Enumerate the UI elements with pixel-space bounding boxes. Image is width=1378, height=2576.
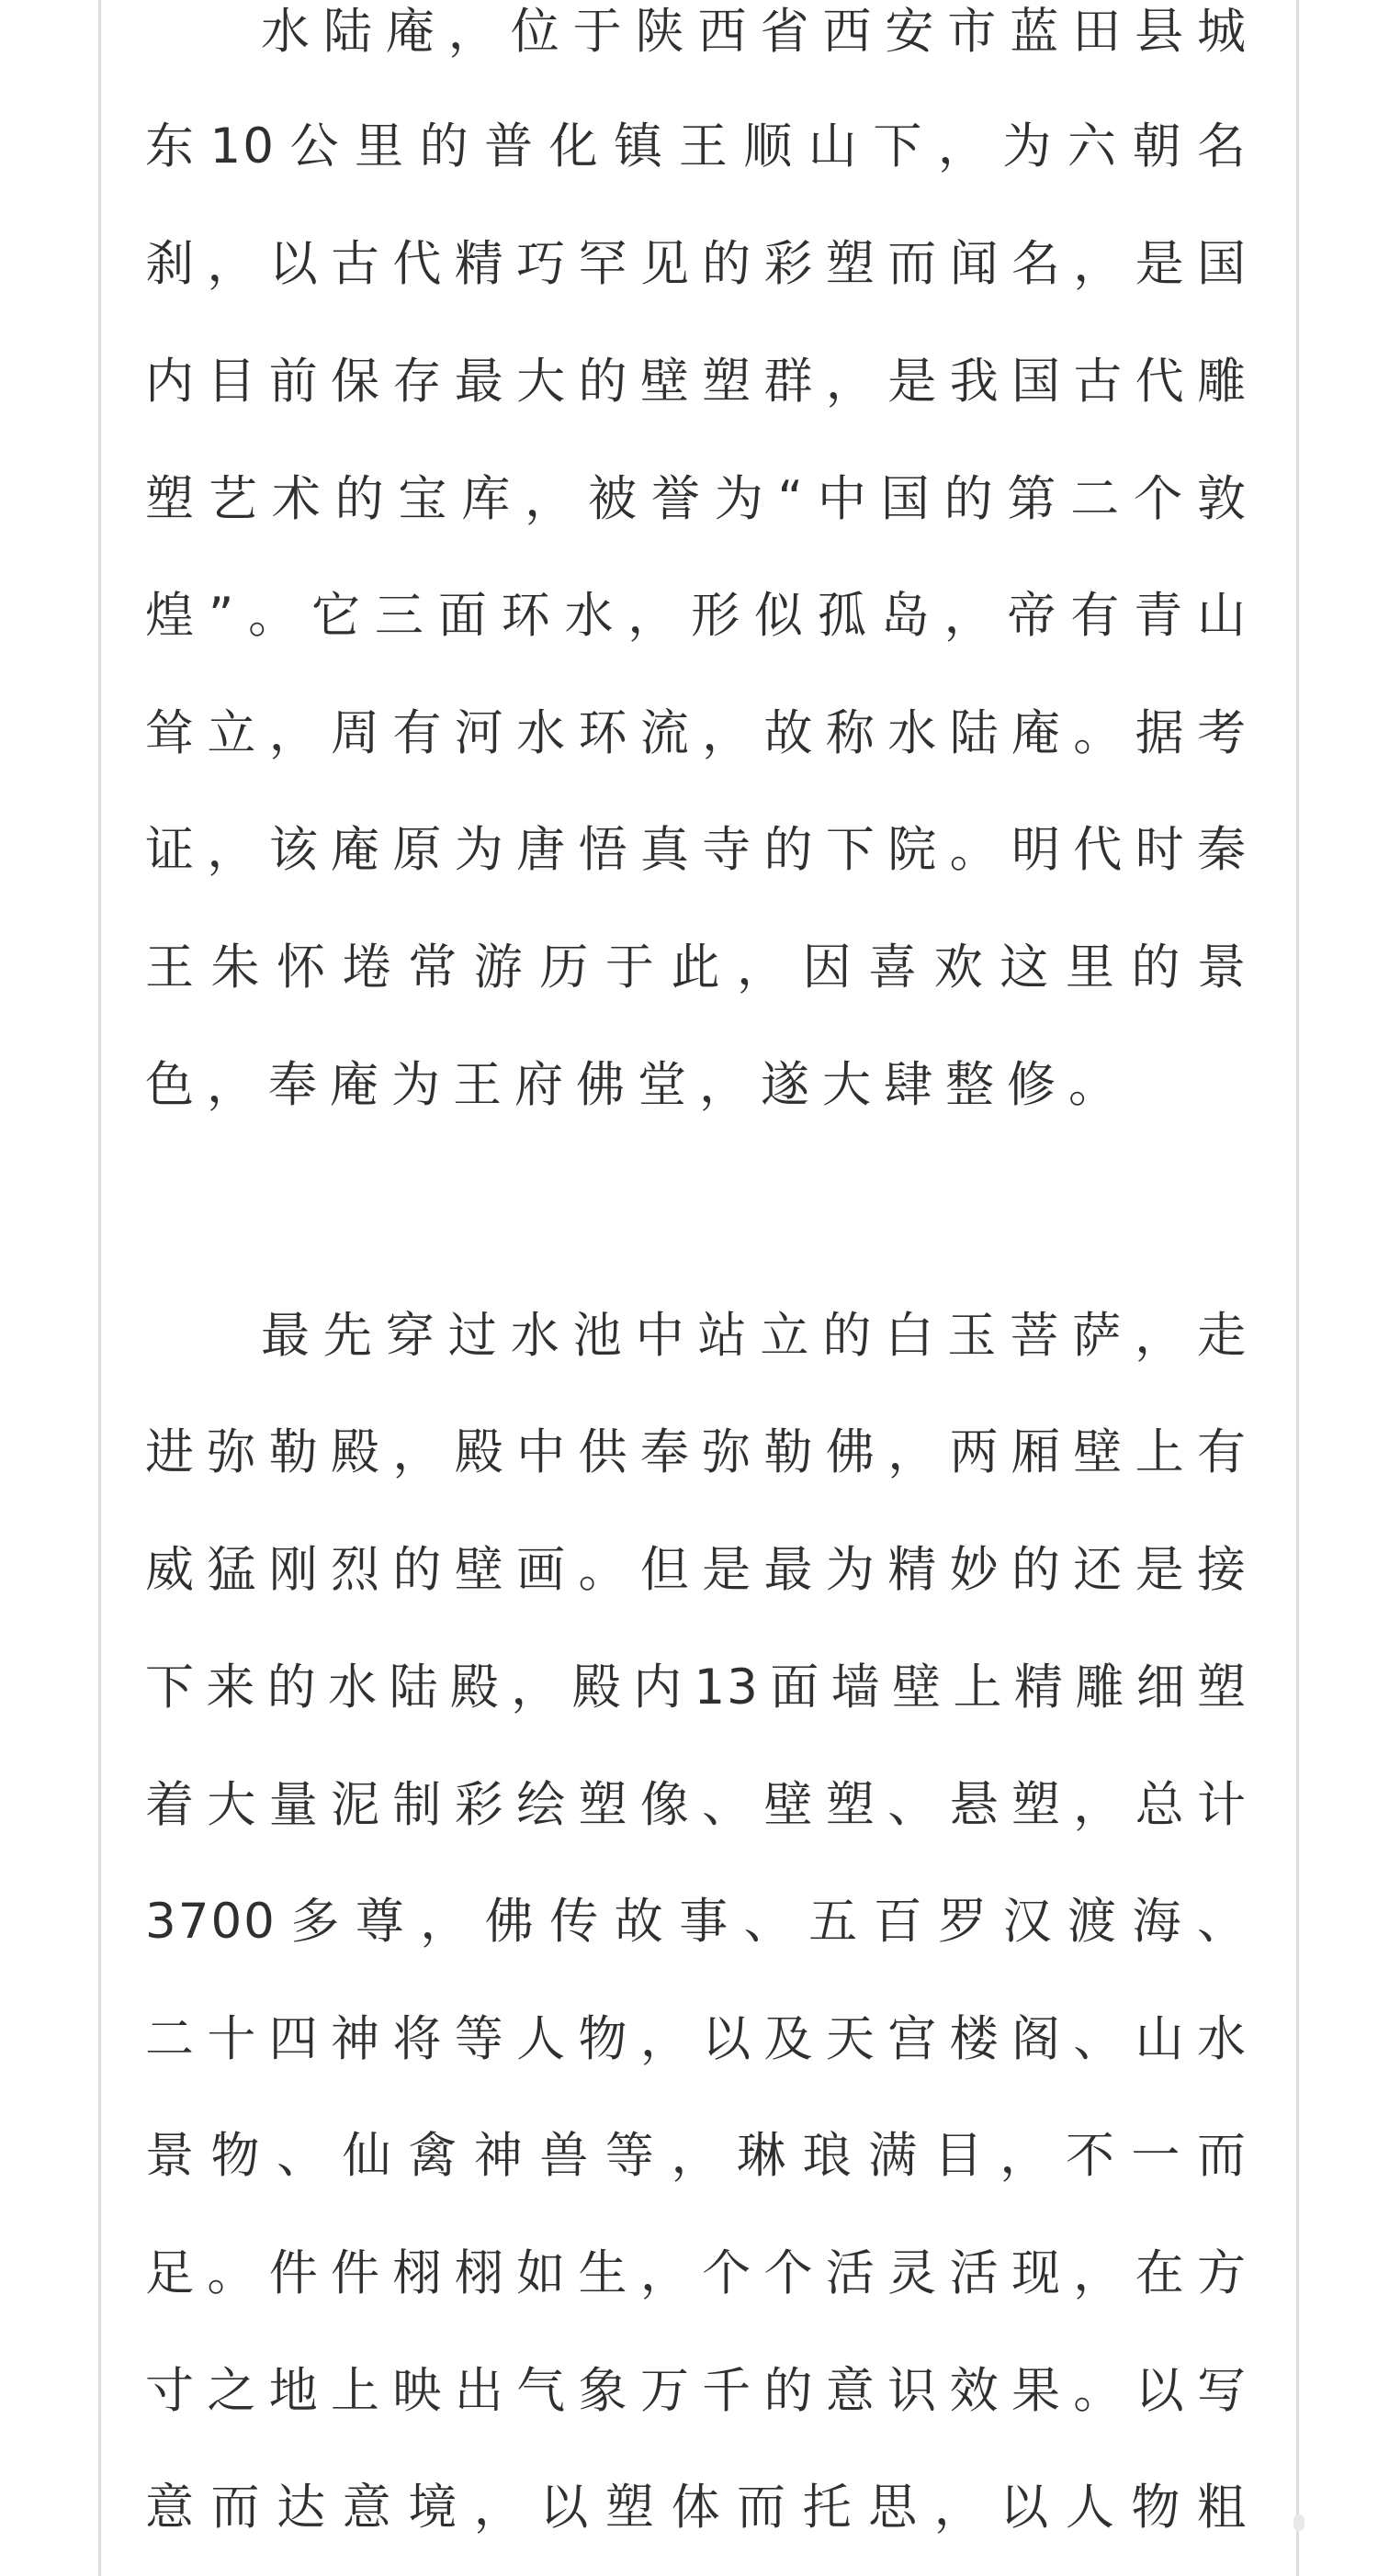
text-line: 水陆庵，位于陕西省西安市蓝田县城 [261,4,1248,60]
text-line: 刹，以古代精巧罕见的彩塑而闻名，是国 [145,236,1248,292]
scroll-edge-marker [1293,2514,1305,2531]
text-line: 最先穿过水池中站立的白玉菩萨，走 [261,1308,1248,1364]
text-line: 内目前保存最大的壁塑群，是我国古代雕 [145,354,1248,410]
text-line: 色，奉庵为王府佛堂，遂大肆整修。 [145,1057,1130,1113]
left-margin-rule [98,0,101,2576]
text-line: 耸立，周有河水环流，故称水陆庵。据考 [145,705,1248,761]
right-margin-rule [1296,0,1299,2576]
text-line: 二十四神将等人物，以及天宫楼阁、山水 [145,2011,1248,2067]
text-line: 威猛刚烈的壁画。但是最为精妙的还是接 [145,1542,1248,1598]
text-line: 着大量泥制彩绘塑像、壁塑、悬塑，总计 [145,1777,1248,1833]
text-line: 进弥勒殿，殿中供奉弥勒佛，两厢壁上有 [145,1424,1248,1480]
text-line: 王朱怀埢常游历于此，因喜欢这里的景 [145,939,1248,996]
text-line: 塑艺术的宝库，被誉为“中国的第二个敦 [145,471,1248,527]
text-line: 足。件件栩栩如生，个个活灵活现，在方 [145,2245,1248,2301]
text-line: 景物、仙禽神兽等，琳琅满目，不一而 [145,2128,1248,2184]
text-line: 3700多尊，佛传故事、五百罗汉渡海、 [145,1894,1248,1950]
text-line: 证，该庵原为唐悟真寺的下院。明代时秦 [145,822,1248,878]
text-line: 东10公里的普化镇王顺山下，为六朝名 [145,118,1248,174]
text-line: 意而达意境，以塑体而托思，以人物粗 [145,2480,1248,2536]
text-line: 煌”。它三面环水，形似孤岛，帝有青山 [145,588,1248,644]
text-line: 寸之地上映出气象万千的意识效果。以写 [145,2363,1248,2419]
text-line: 下来的水陆殿，殿内13面墙壁上精雕细塑 [145,1659,1248,1715]
